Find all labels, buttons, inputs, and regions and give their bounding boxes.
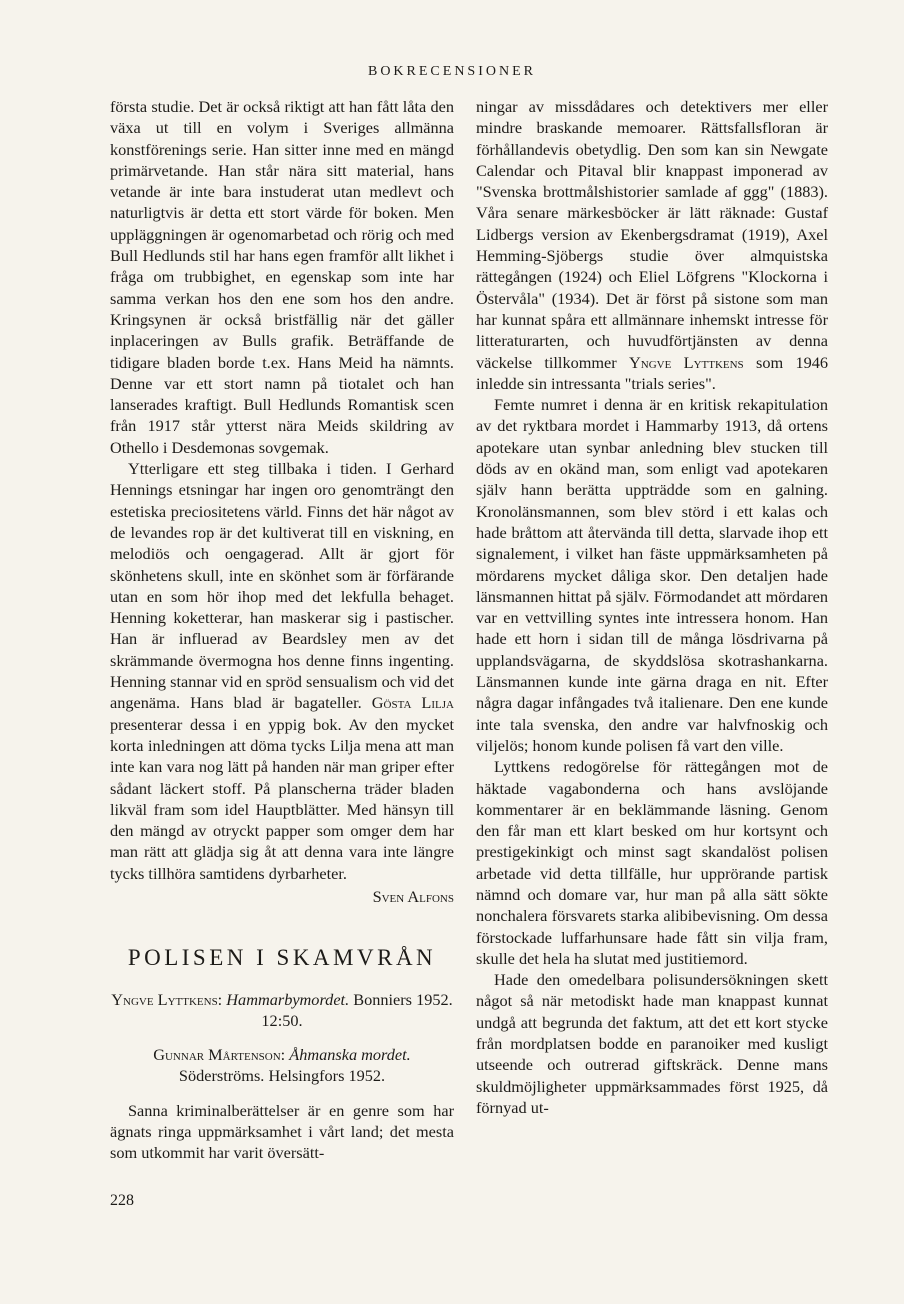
paragraph: första studie. Det är också riktigt att han fått låta den växa ut till en volym i Sveriges allmänna konstförenings serie. Han sitter inne med en mängd primärvetande. Han står nära sitt material, hans vetande är inte bara instuderat utan medlevt och naturligtvis är detta ett stort värde för boken. Men uppläggningen är ogenomarbetad och rörig och med Bull Hedlunds stil har hans egen framför allt likhet i fråga om trubbighet, en egenskap som inte har samma verkan hos den ene som hos den andre. Kringsynen är också bristfällig när det gäller inplaceringen av Bulls grafik. Beträffande de tidigare bladen borde t.ex. Hans Meid ha nämnts. Denne var ett stort namn på tiotalet och han lanserades kraftigt. Bull Hedlunds Romantisk scen från 1917 står ytterst nära Meids skildring av Othello i Desdemonas sovgemak. (110, 97, 454, 457)
author-name: Yngve Lyttkens (629, 352, 744, 372)
left-column (110, 96, 454, 1164)
biblio-author: Yngve Lyttkens: (111, 989, 223, 1009)
biblio-publisher: Bonniers 1952. 12:50. (261, 989, 453, 1030)
paragraph: Hade den omedelbara polisundersökningen skett något så när metodiskt hade man knappast kunnat undgå att begrunda det faktum, att det ett kort stycke från mordplatsen bodde en paranoiker med kusligt utseende och outrerad giftskräck. Denne mans skuldmöjligheter uppmärksammades först 1925, då förnyad ut- (476, 970, 828, 1117)
paragraph: Sanna kriminalberättelser är en genre som har ägnats ringa uppmärksamhet i vårt land; det mesta som utkommit har varit översätt- (110, 1100, 454, 1163)
paragraph-text: som 1946 inledde sin intressanta "trials series". (476, 352, 829, 393)
paragraph (476, 96, 828, 394)
page-number: 228 (110, 1192, 134, 1209)
author-name: Gösta Lilja (371, 693, 454, 713)
paragraph-text: Ytterligare ett steg tillbaka i tiden. I Gerhard Hennings etsningar har ingen oro genomträngt den estetiska preciositetens värld. Finns det här något av de levandes rop är det kultiverat till en viskning, en melodiös och oengagerad. Allt är gjort för skönhetens skull, inte en skönhet som är förfärande utan en som hör ihop med det lekfulla behaget. Henning koketterar, han maskerar sig i pastischer. Han är influerad av Beardsley men av det skrämmande övermogna hos denne finns ingenting. Henning stannar vid en spröd sensualism och vid det angenäma. Hans blad är bagateller. (110, 459, 454, 713)
biblio-title: Åhmanska mordet. (289, 1045, 411, 1065)
section-title: POLISEN I SKAMVRÅN (127, 945, 437, 971)
bibliography-entry (110, 1044, 454, 1087)
biblio-title: Hammarbymordet. (226, 989, 350, 1009)
right-column (476, 96, 828, 1118)
paragraph: Lyttkens redogörelse för rättegången mot de häktade vagabonderna och hans avslöjande kommentarer är en beklämmande läsning. Genom den får man ett klart besked om hur kortsynt och prestigekinkigt och minst sagt skandalöst polisen arbetade vid detta tillfälle, hur upprörande partisk nämnd och domare var, hur man på alla sätt sökte nonchalera försvarets starka alibibevisning. Om dessa förstockade luffarhunsare hade fått sin vilja fram, skulle det hela ha slutat med justitiemord. (476, 757, 828, 968)
paragraph-text: presenterar dessa i en yppig bok. Av den mycket korta inledningen att döma tycks Lilja mena att man inte kan vara nog lätt på handen när man griper efter sådant läckert stoff. På planscherna träder bladen likväl fram som idel Hauptblätter. Med hänsyn till den mängd av otryckt papper som omger dem har man rätt att glädja sig åt att denna vara inte längre tycks tillhöra samtidens dyrbarheter. (110, 714, 454, 883)
biblio-author: Gunnar Mårtenson: (153, 1045, 286, 1065)
paragraph: Femte numret i denna är en kritisk rekapitulation av det ryktbara mordet i Hammarby 1913, då ortens apotekare utan synbar anledning blev stucken till döds av en okänd man, som enligt vad apotekaren själv hann berätta uppträdde som en galning. Kronolänsmannen, som blev störd i ett kalas och hade bråttom att återvända till detta, slarvade ihop ett signalement, i vilket han fäste uppmärksamheten på mördarens mycket dåliga skor. Den detaljen hade länsmannen hittat på själv. Förmodandet att mördaren var en vettvilling syntes inte intressera honom. Han hade ett horn i sidan till de många lösdrivarna på upplandsvägarna, de skyddslösa skotrashankarna. Länsmannen kunde inte gärna draga en nit. Efter några dagar infångades två italienare. Den ene kunde inte tala svenska, den andre var halvfnoskig och viljelös; honom kunde polisen få vart den ville. (476, 395, 828, 755)
bibliography-entry (110, 989, 454, 1032)
paragraph-text: ningar av missdådares och detektivers mer eller mindre braskande memoarer. Rättsfallsfloran är förhållandevis obetydlig. Den som kan sin Newgate Calendar och Pitaval blir knappast imponerad av "Svenska brottmålshistorier samlade af ggg" (1883). Våra senare märkesböcker är lätt räknade: Gustaf Lidbergs version av Ekenbergsdramat (1919), Axel Hemming-Sjöbergs studie över almquistska rättegången (1924) och Eliel Löfgrens "Klockorna i Östervåla" (1934). Det är först på sistone som man har kunnat spåra ett allmännare inhemskt intresse för litteraturarten, och huvudförtjänsten av denna väckelse tillkommer (476, 97, 828, 372)
biblio-publisher: Söderströms. Helsingfors 1952. (178, 1066, 386, 1086)
paragraph (110, 458, 454, 884)
reviewer-signature: Sven Alfons (372, 886, 454, 906)
running-head: BOKRECENSIONER (367, 64, 536, 79)
